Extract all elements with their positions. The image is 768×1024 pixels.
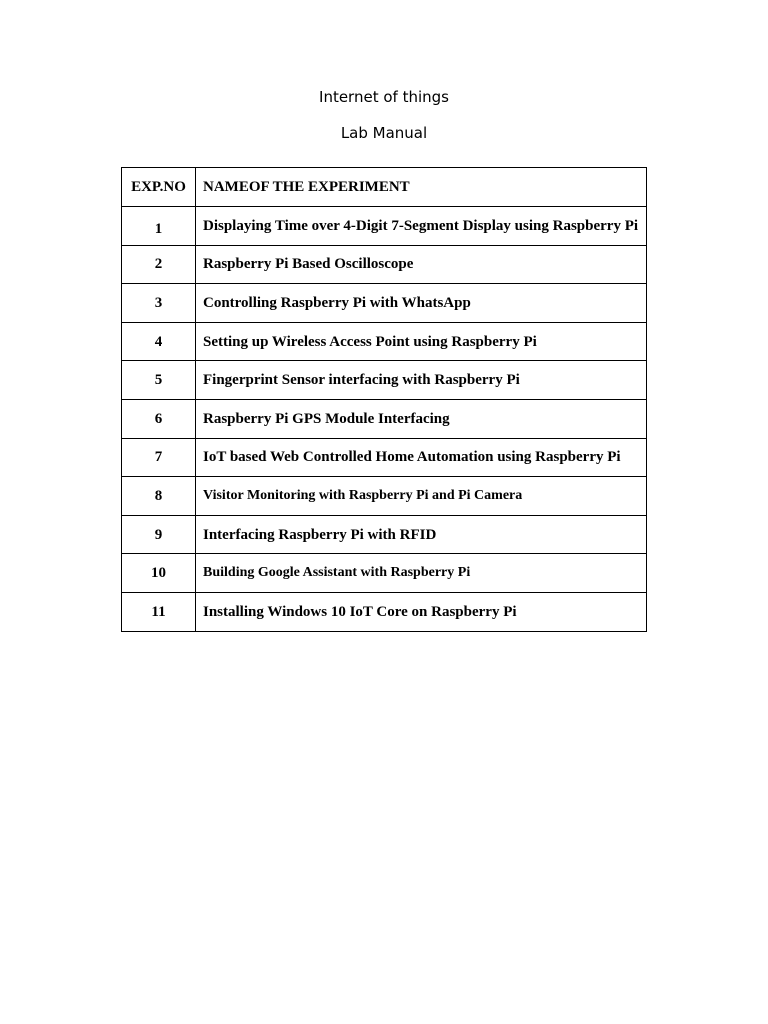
exp-number: 8 bbox=[122, 477, 196, 516]
table-row bbox=[122, 477, 647, 516]
exp-name: Building Google Assistant with Raspberry Pi bbox=[196, 554, 647, 593]
exp-name: Fingerprint Sensor interfacing with Raspberry Pi bbox=[196, 361, 647, 400]
exp-number: 5 bbox=[122, 361, 196, 400]
exp-name: Displaying Time over 4-Digit 7-Segment Display using Raspberry Pi bbox=[196, 207, 647, 246]
exp-name: Interfacing Raspberry Pi with RFID bbox=[196, 515, 647, 554]
table-row bbox=[122, 592, 647, 631]
table-row bbox=[122, 554, 647, 593]
exp-number: 6 bbox=[122, 399, 196, 438]
table-row bbox=[122, 207, 647, 246]
exp-number: 1 bbox=[122, 207, 196, 246]
exp-number: 11 bbox=[122, 592, 196, 631]
table-row bbox=[122, 322, 647, 361]
exp-name: Raspberry Pi GPS Module Interfacing bbox=[196, 399, 647, 438]
document-title: Internet of things bbox=[319, 88, 449, 106]
exp-name: IoT based Web Controlled Home Automation using Raspberry Pi bbox=[196, 438, 647, 477]
exp-name: Setting up Wireless Access Point using Raspberry Pi bbox=[196, 322, 647, 361]
table-row bbox=[122, 515, 647, 554]
exp-number: 9 bbox=[122, 515, 196, 554]
header-experiment-name: NAMEOF THE EXPERIMENT bbox=[196, 168, 647, 207]
experiment-table bbox=[121, 167, 647, 632]
exp-name: Installing Windows 10 IoT Core on Raspberry Pi bbox=[196, 592, 647, 631]
exp-number: 3 bbox=[122, 284, 196, 323]
table-header-row bbox=[122, 168, 647, 207]
table-row bbox=[122, 361, 647, 400]
header-exp-no: EXP.NO bbox=[122, 168, 196, 207]
exp-name: Raspberry Pi Based Oscilloscope bbox=[196, 245, 647, 284]
table-row bbox=[122, 399, 647, 438]
exp-number: 4 bbox=[122, 322, 196, 361]
exp-number: 7 bbox=[122, 438, 196, 477]
exp-name: Controlling Raspberry Pi with WhatsApp bbox=[196, 284, 647, 323]
table-row bbox=[122, 438, 647, 477]
document-subtitle: Lab Manual bbox=[340, 124, 428, 142]
table-row bbox=[122, 245, 647, 284]
exp-number: 10 bbox=[122, 554, 196, 593]
exp-number: 2 bbox=[122, 245, 196, 284]
table-row bbox=[122, 284, 647, 323]
exp-name: Visitor Monitoring with Raspberry Pi and Pi Camera bbox=[196, 477, 647, 516]
